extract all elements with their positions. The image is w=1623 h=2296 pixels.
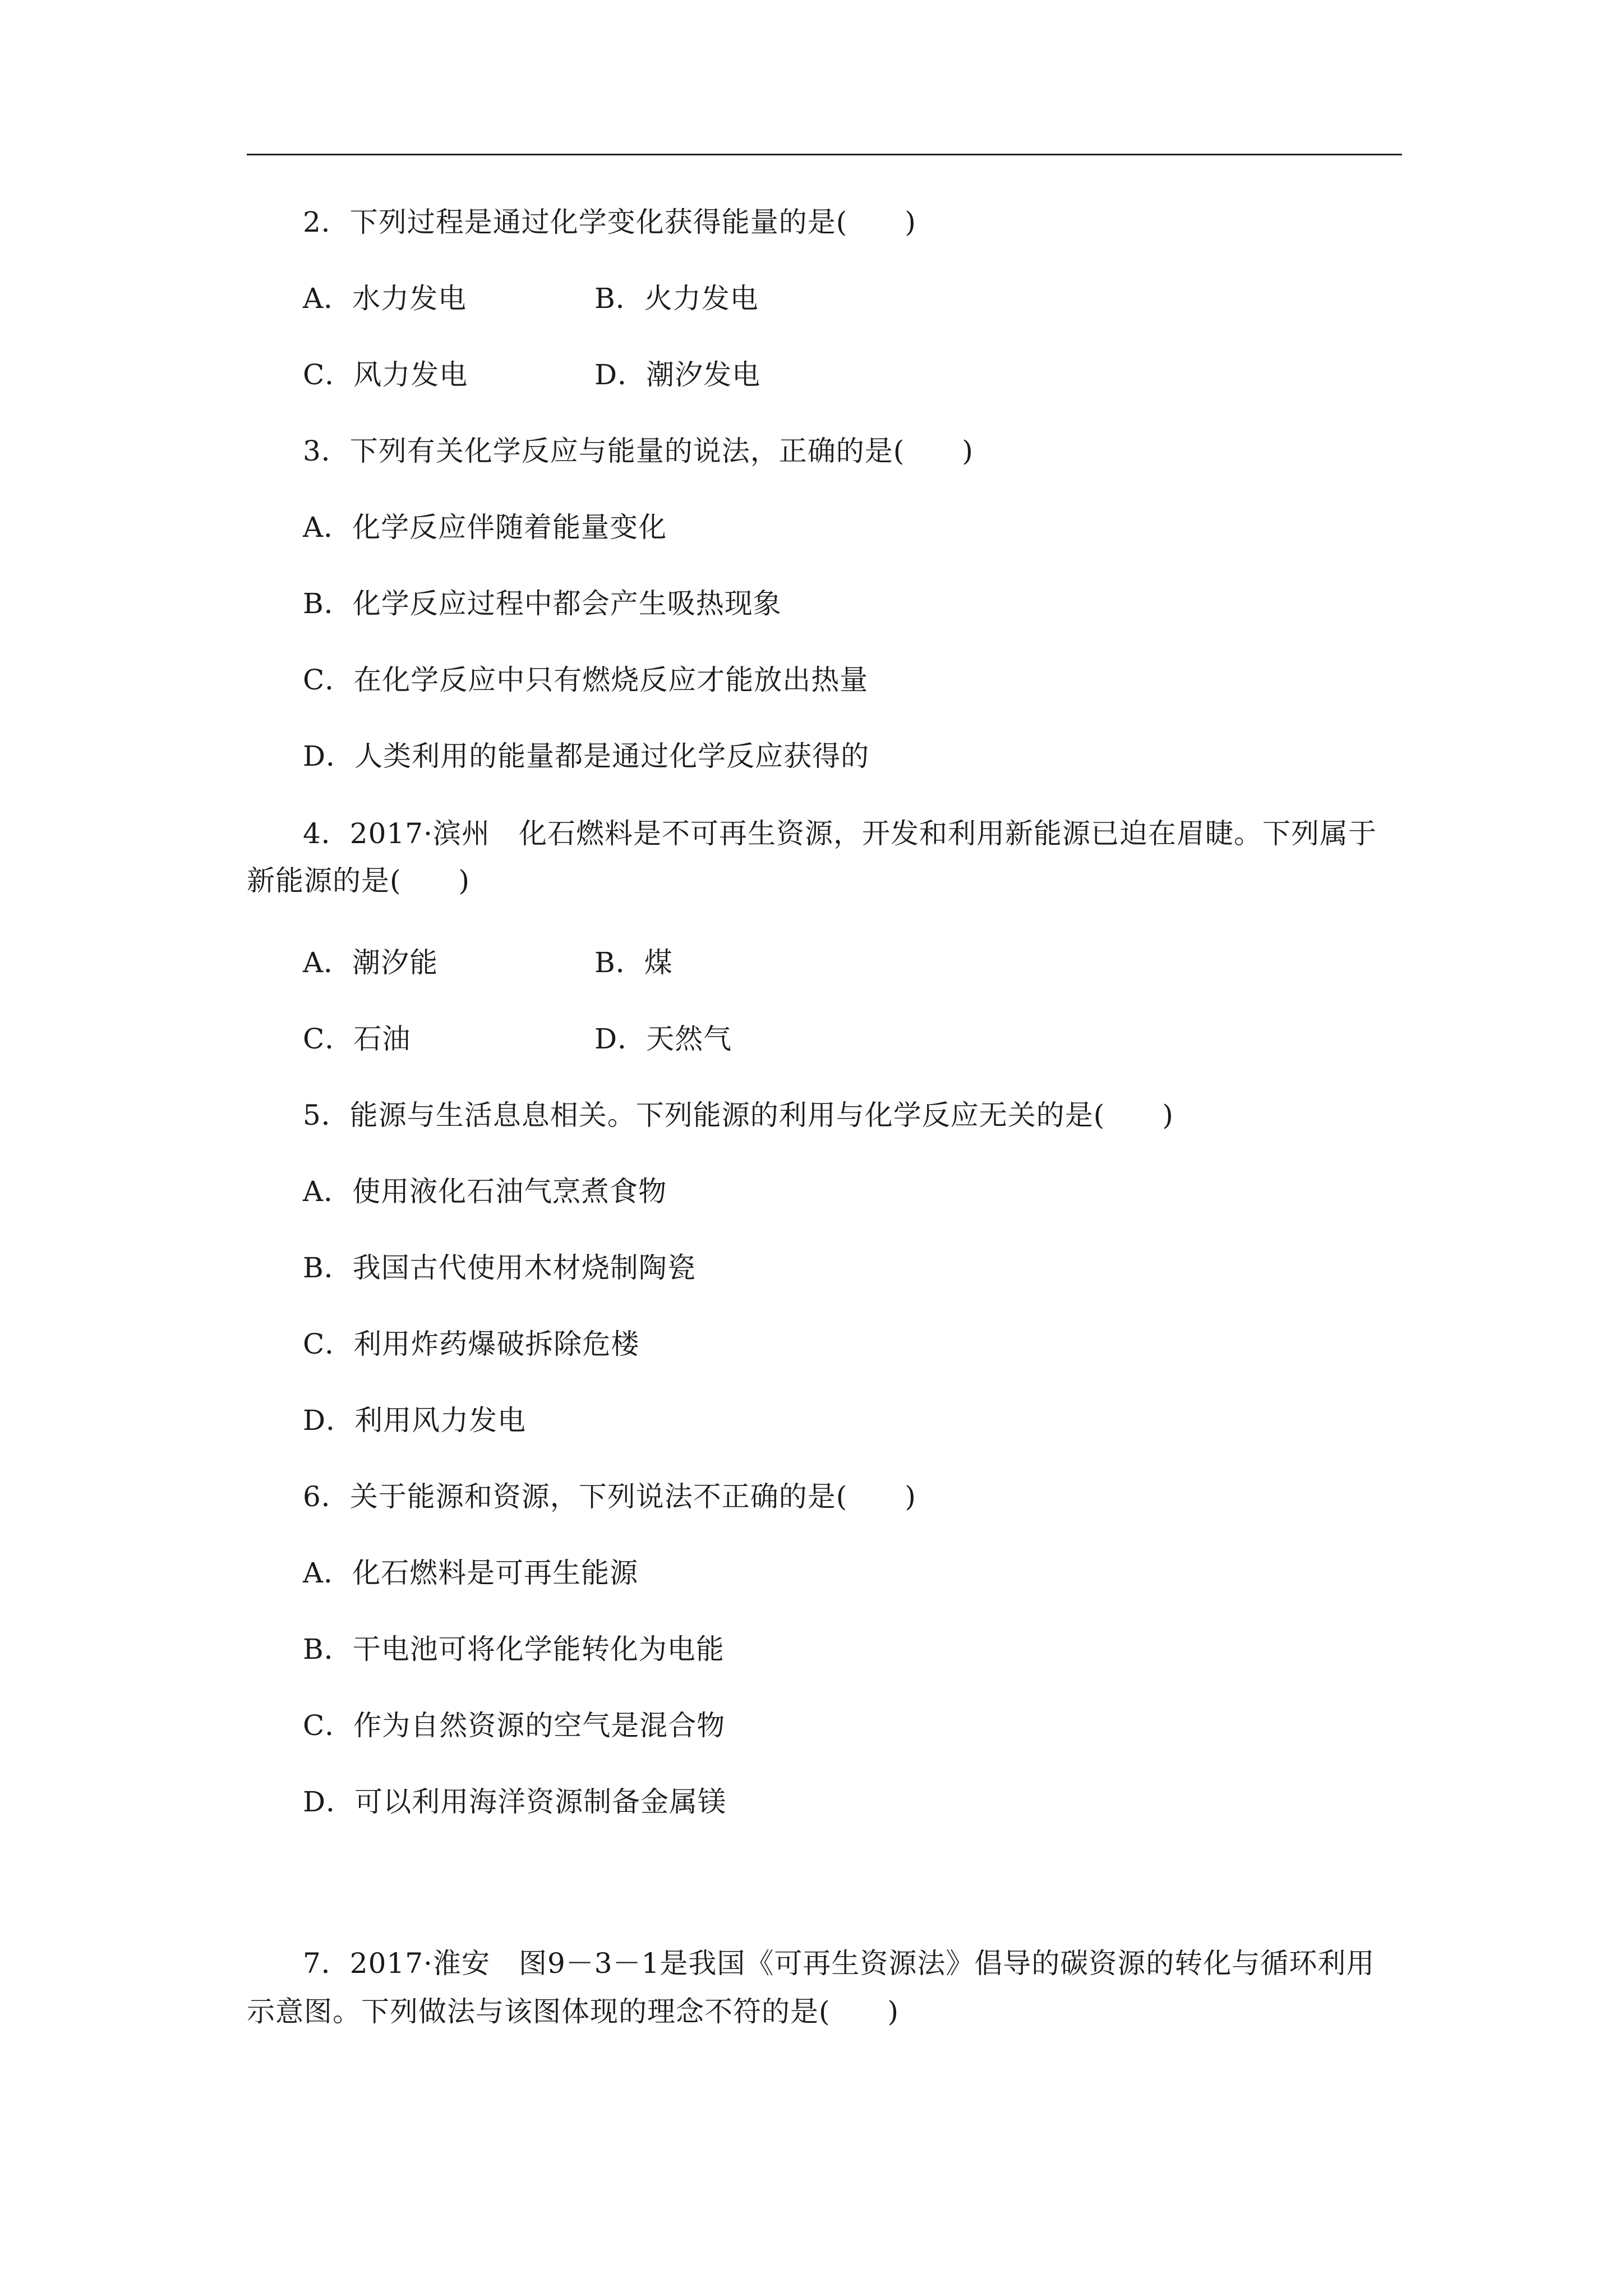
question-6-option-a: A．化石燃料是可再生能源 <box>303 1557 639 1589</box>
question-4-option-c: C．石油 <box>303 1023 411 1055</box>
question-6-option-c: C．作为自然资源的空气是混合物 <box>303 1709 726 1742</box>
question-5-option-d: D．利用风力发电 <box>303 1404 527 1437</box>
question-3-option-a: A．化学反应伴随着能量变化 <box>303 511 667 544</box>
question-4-option-d: D．天然气 <box>594 1023 732 1055</box>
question-6-option-d: D．可以利用海洋资源制备金属镁 <box>303 1786 727 1818</box>
question-2-option-c: C．风力发电 <box>303 358 468 391</box>
question-2-option-a: A．水力发电 <box>303 282 467 315</box>
question-2-option-b: B．火力发电 <box>594 282 759 315</box>
question-6-stem: 6．关于能源和资源，下列说法不正确的是( ) <box>303 1480 916 1513</box>
question-4-option-a: A．潮汐能 <box>303 946 439 979</box>
question-3-option-d: D．人类利用的能量都是通过化学反应获得的 <box>303 740 870 772</box>
question-4-stem-line-2: 新能源的是( ) <box>247 864 471 897</box>
question-5-option-c: C．利用炸药爆破拆除危楼 <box>303 1328 640 1360</box>
header-rule <box>247 154 1402 155</box>
question-5-option-b: B．我国古代使用木材烧制陶瓷 <box>303 1251 696 1284</box>
question-3-stem: 3．下列有关化学反应与能量的说法，正确的是( ) <box>303 435 974 467</box>
question-3-option-c: C．在化学反应中只有燃烧反应才能放出热量 <box>303 664 869 696</box>
question-4-stem-line-1: 4．2017·滨州 化石燃料是不可再生资源，开发和利用新能源已迫在眉睫。下列属于 <box>303 817 1377 850</box>
question-6-option-b: B．干电池可将化学能转化为电能 <box>303 1633 725 1665</box>
question-7-stem-line-2: 示意图。下列做法与该图体现的理念不符的是( ) <box>247 1995 900 2028</box>
question-3-option-b: B．化学反应过程中都会产生吸热现象 <box>303 587 782 620</box>
question-2-option-d: D．潮汐发电 <box>594 358 761 391</box>
question-2-stem: 2．下列过程是通过化学变化获得能量的是( ) <box>303 206 916 238</box>
question-4-option-b: B．煤 <box>594 946 673 979</box>
question-5-stem: 5．能源与生活息息相关。下列能源的利用与化学反应无关的是( ) <box>303 1099 1174 1131</box>
question-7-stem-line-1: 7．2017·淮安 图9－3－1是我国《可再生资源法》倡导的碳资源的转化与循环利用 <box>303 1947 1375 1980</box>
question-5-option-a: A．使用液化石油气烹煮食物 <box>303 1175 667 1208</box>
